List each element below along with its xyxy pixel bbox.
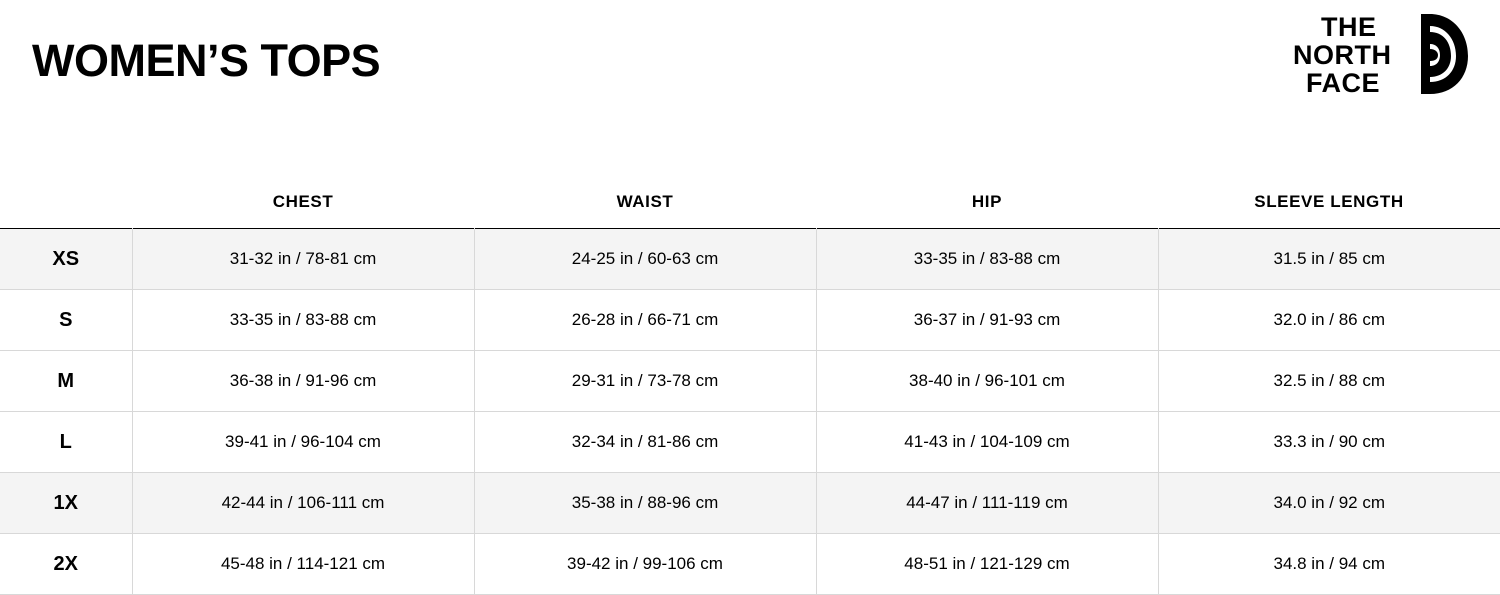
cell-chest: 36-38 in / 91-96 cm bbox=[132, 351, 474, 412]
svg-text:FACE: FACE bbox=[1306, 68, 1381, 98]
cell-sleeve-length: 34.0 in / 92 cm bbox=[1158, 473, 1500, 534]
svg-text:NORTH: NORTH bbox=[1293, 40, 1392, 70]
row-size-label: L bbox=[0, 412, 132, 473]
table-header bbox=[0, 150, 1500, 229]
cell-waist: 26-28 in / 66-71 cm bbox=[474, 290, 816, 351]
cell-waist: 35-38 in / 88-96 cm bbox=[474, 473, 816, 534]
table-row bbox=[0, 534, 1500, 595]
column-header-hip: HIP bbox=[971, 192, 1003, 211]
cell-chest: 42-44 in / 106-111 cm bbox=[132, 473, 474, 534]
row-size-label: XS bbox=[0, 229, 132, 290]
column-header-chest: CHEST bbox=[272, 192, 334, 211]
cell-waist: 39-42 in / 99-106 cm bbox=[474, 534, 816, 595]
cell-waist: 24-25 in / 60-63 cm bbox=[474, 229, 816, 290]
cell-chest: 45-48 in / 114-121 cm bbox=[132, 534, 474, 595]
row-size-label: S bbox=[0, 290, 132, 351]
column-header-size bbox=[0, 150, 132, 229]
page-header bbox=[0, 0, 1500, 150]
table-row bbox=[0, 351, 1500, 412]
cell-hip: 41-43 in / 104-109 cm bbox=[816, 412, 1158, 473]
cell-sleeve-length: 32.0 in / 86 cm bbox=[1158, 290, 1500, 351]
cell-hip: 33-35 in / 83-88 cm bbox=[816, 229, 1158, 290]
cell-chest: 33-35 in / 83-88 cm bbox=[132, 290, 474, 351]
cell-sleeve-length: 34.8 in / 94 cm bbox=[1158, 534, 1500, 595]
the-north-face-logo bbox=[1293, 8, 1468, 100]
cell-sleeve-length: 33.3 in / 90 cm bbox=[1158, 412, 1500, 473]
table-row bbox=[0, 290, 1500, 351]
row-size-label: M bbox=[0, 351, 132, 412]
column-header-waist: WAIST bbox=[616, 192, 674, 211]
cell-waist: 32-34 in / 81-86 cm bbox=[474, 412, 816, 473]
page-title: WOMEN’S TOPS bbox=[32, 35, 381, 86]
row-size-label: 2X bbox=[0, 534, 132, 595]
cell-hip: 38-40 in / 96-101 cm bbox=[816, 351, 1158, 412]
row-size-label: 1X bbox=[0, 473, 132, 534]
cell-hip: 48-51 in / 121-129 cm bbox=[816, 534, 1158, 595]
cell-sleeve-length: 31.5 in / 85 cm bbox=[1158, 229, 1500, 290]
cell-hip: 36-37 in / 91-93 cm bbox=[816, 290, 1158, 351]
cell-chest: 39-41 in / 96-104 cm bbox=[132, 412, 474, 473]
cell-chest: 31-32 in / 78-81 cm bbox=[132, 229, 474, 290]
table-row bbox=[0, 473, 1500, 534]
table-header-row bbox=[0, 150, 1500, 229]
table-row bbox=[0, 412, 1500, 473]
cell-sleeve-length: 32.5 in / 88 cm bbox=[1158, 351, 1500, 412]
size-chart-table bbox=[0, 150, 1500, 595]
table-row bbox=[0, 229, 1500, 290]
table-body bbox=[0, 229, 1500, 595]
cell-waist: 29-31 in / 73-78 cm bbox=[474, 351, 816, 412]
cell-hip: 44-47 in / 111-119 cm bbox=[816, 473, 1158, 534]
column-header-sleeve-length: SLEEVE LENGTH bbox=[1254, 192, 1404, 211]
svg-text:THE: THE bbox=[1321, 12, 1377, 42]
